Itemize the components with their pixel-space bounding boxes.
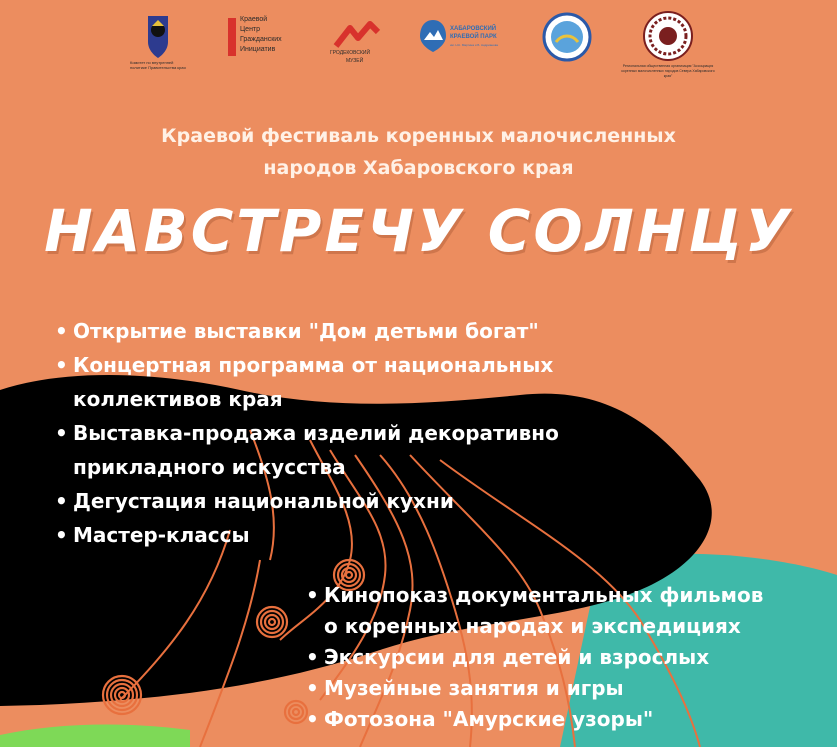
program-item <box>55 314 559 348</box>
program-item <box>55 518 559 552</box>
bullet: • <box>55 421 68 445</box>
program-item-line: Экскурсии для детей и взрослых <box>324 645 710 669</box>
logo-caption-line: Инициатив <box>240 46 276 53</box>
bullet: • <box>55 489 68 513</box>
program-item-line: Фотозона "Амурские узоры" <box>324 707 654 731</box>
program-item-line: Концертная программа от национальных <box>73 353 554 377</box>
program-item-line: о коренных народах и экспедициях <box>324 614 741 638</box>
bullet: • <box>306 707 319 731</box>
program-item-line: коллективов края <box>73 387 283 411</box>
program-item <box>55 484 559 518</box>
grodekov-museum-logo <box>326 18 386 74</box>
green-wave-shape <box>0 725 190 747</box>
program-item <box>306 580 763 642</box>
logo-caption-line: Краевой <box>240 16 268 23</box>
program-item-line: прикладного искусства <box>73 455 346 479</box>
logo-caption-line: им. Н.К. Мартина и Б. Андрианова <box>450 43 498 47</box>
logo-caption-line: Центр <box>240 26 261 33</box>
museum-mark-icon <box>326 18 386 48</box>
indigenous-association-emblem <box>620 10 716 90</box>
bullet: • <box>55 523 68 547</box>
bullet: • <box>55 319 68 343</box>
logo-caption-line: ХАБАРОВСКИЙ <box>450 26 497 32</box>
logo-caption: Региональная общественная организация "Ассоциация коренных малочисленных народов Севера Хабаровского края" <box>621 64 715 78</box>
program-item-line: Музейные занятия и игры <box>324 676 624 700</box>
logo-caption-line: Гражданских <box>240 36 282 43</box>
subtitle-line: народов Хабаровского края <box>263 157 574 179</box>
program-item-line: Выставка-продажа изделий декоративно <box>73 421 559 445</box>
logo-caption-line: ГРОДЕКОВСКИЙ <box>330 50 371 56</box>
program-item-line: Открытие выставки "Дом детьми богат" <box>73 319 539 343</box>
program-item-line: Мастер-классы <box>73 523 250 547</box>
park-mark-icon <box>418 18 448 54</box>
bullet: • <box>306 676 319 700</box>
program-list-right <box>306 580 763 735</box>
regional-civic-center-logo <box>228 14 288 74</box>
spiral-ornament <box>285 701 307 723</box>
program-list-left <box>55 314 559 552</box>
blue-emblem-icon <box>542 12 592 62</box>
coat-of-arms-icon <box>130 12 186 64</box>
round-emblem-blue <box>542 12 592 62</box>
bullet: • <box>306 645 319 669</box>
khabarovsk-coat-of-arms <box>130 12 186 82</box>
bullet: • <box>306 583 319 607</box>
association-emblem-icon <box>620 10 716 62</box>
logo-caption: Комитет по внутренней политике Правительства края <box>130 60 186 70</box>
festival-subtitle <box>0 120 837 184</box>
bullet: • <box>55 353 68 377</box>
partner-logos <box>0 8 837 98</box>
program-item <box>55 348 559 416</box>
program-item <box>306 704 763 735</box>
program-item-line: Кинопоказ документальных фильмов <box>324 583 764 607</box>
festival-title: НАВСТРЕЧУ СОЛНЦУ <box>44 197 793 265</box>
program-item <box>55 416 559 484</box>
program-item <box>306 642 763 673</box>
civic-center-mark <box>228 18 236 56</box>
subtitle-line: Краевой фестиваль коренных малочисленных <box>161 125 676 147</box>
khabarovsk-park-logo <box>418 18 518 68</box>
program-item-line: Дегустация национальной кухни <box>73 489 454 513</box>
program-item <box>306 673 763 704</box>
logo-caption-line: КРАЕВОЙ ПАРК <box>450 34 497 40</box>
logo-caption-line: МУЗЕЙ <box>346 58 364 64</box>
